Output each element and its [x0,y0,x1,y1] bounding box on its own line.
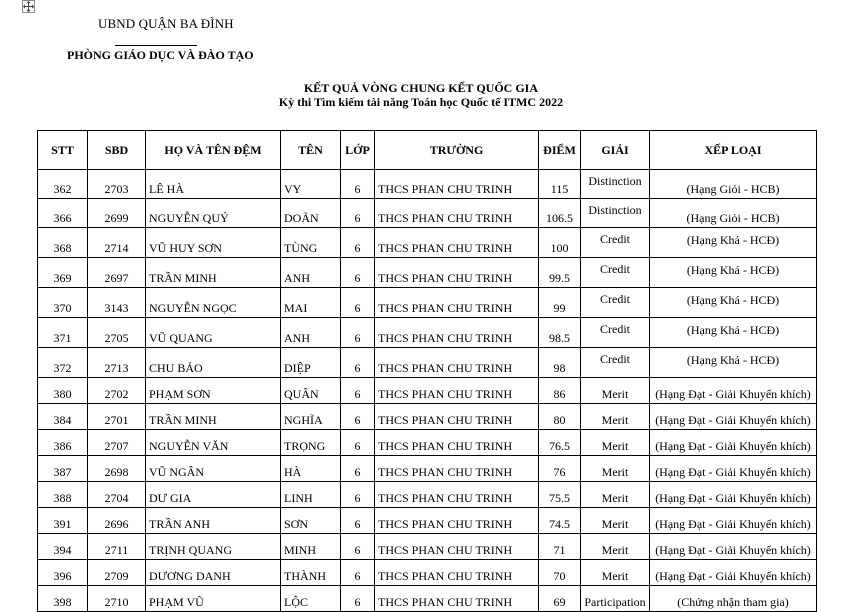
score-cell: 80 [539,404,581,430]
stt-cell: 370 [38,288,88,318]
school-cell: THCS PHAN CHU TRINH [375,430,539,456]
award-cell: Distinction [581,170,650,199]
table-header-row [38,131,817,170]
stt-cell: 398 [38,586,88,612]
grade-cell: 6 [341,508,375,534]
school-cell: THCS PHAN CHU TRINH [375,404,539,430]
school-cell: THCS PHAN CHU TRINH [375,199,539,228]
first-name-cell: MINH [281,534,341,560]
award-cell: Credit [581,318,650,348]
first-name-cell: LINH [281,482,341,508]
stt-cell: 386 [38,430,88,456]
sbd-cell: 2704 [88,482,146,508]
results-table [37,130,817,612]
middle-name-cell: NGUYỄN NGỌC [146,288,281,318]
grade-cell: 6 [341,199,375,228]
middle-name-cell: VŨ QUANG [146,318,281,348]
rank-cell: (Hạng Giỏi - HCB) [650,170,817,199]
award-cell: Merit [581,560,650,586]
school-cell: THCS PHAN CHU TRINH [375,508,539,534]
grade-cell: 6 [341,534,375,560]
middle-name-cell: TRẦN MINH [146,258,281,288]
first-name-cell: ANH [281,258,341,288]
rank-cell: (Hạng Đạt - Giải Khuyến khích) [650,456,817,482]
table-row [38,430,817,456]
rank-cell: (Hạng Đạt - Giải Khuyến khích) [650,378,817,404]
award-cell: Participation [581,586,650,612]
stt-cell: 369 [38,258,88,288]
first-name-cell: THÀNH [281,560,341,586]
middle-name-cell: DƯƠNG DANH [146,560,281,586]
grade-cell: 6 [341,288,375,318]
award-cell: Merit [581,482,650,508]
grade-cell: 6 [341,228,375,258]
score-cell: 74.5 [539,508,581,534]
award-cell: Credit [581,258,650,288]
rank-cell: (Hạng Khá - HCĐ) [650,228,817,258]
first-name-cell: TÙNG [281,228,341,258]
grade-cell: 6 [341,170,375,199]
rank-cell: (Chứng nhận tham gia) [650,586,817,612]
column-header-middle-name: HỌ VÀ TÊN ĐỆM [146,131,281,170]
score-cell: 86 [539,378,581,404]
rank-cell: (Hạng Đạt - Giải Khuyến khích) [650,534,817,560]
sbd-cell: 2701 [88,404,146,430]
first-name-cell: VY [281,170,341,199]
grade-cell: 6 [341,258,375,288]
school-cell: THCS PHAN CHU TRINH [375,534,539,560]
stt-cell: 384 [38,404,88,430]
award-cell: Merit [581,404,650,430]
score-cell: 99 [539,288,581,318]
middle-name-cell: PHẠM SƠN [146,378,281,404]
table-row [38,404,817,430]
table-row [38,258,817,288]
grade-cell: 6 [341,430,375,456]
stt-cell: 380 [38,378,88,404]
middle-name-cell: PHẠM VŨ [146,586,281,612]
stt-cell: 396 [38,560,88,586]
grade-cell: 6 [341,318,375,348]
table-row [38,378,817,404]
stt-cell: 388 [38,482,88,508]
score-cell: 75.5 [539,482,581,508]
rank-cell: (Hạng Đạt - Giải Khuyến khích) [650,508,817,534]
middle-name-cell: VŨ NGÂN [146,456,281,482]
stt-cell: 372 [38,348,88,378]
school-cell: THCS PHAN CHU TRINH [375,288,539,318]
score-cell: 98.5 [539,318,581,348]
table-move-handle-icon[interactable] [22,0,35,13]
school-cell: THCS PHAN CHU TRINH [375,560,539,586]
rank-cell: (Hạng Khá - HCĐ) [650,348,817,378]
rank-cell: (Hạng Đạt - Giải Khuyến khích) [650,404,817,430]
award-cell: Credit [581,288,650,318]
school-cell: THCS PHAN CHU TRINH [375,586,539,612]
sbd-cell: 3143 [88,288,146,318]
table-row [38,560,817,586]
score-cell: 76 [539,456,581,482]
school-cell: THCS PHAN CHU TRINH [375,258,539,288]
table-row [38,508,817,534]
table-row [38,348,817,378]
sbd-cell: 2702 [88,378,146,404]
stt-cell: 368 [38,228,88,258]
document-title: KẾT QUẢ VÒNG CHUNG KẾT QUỐC GIA [303,81,539,95]
school-cell: THCS PHAN CHU TRINH [375,378,539,404]
rank-cell: (Hạng Đạt - Giải Khuyến khích) [650,482,817,508]
stt-cell: 362 [38,170,88,199]
score-cell: 100 [539,228,581,258]
organization-name: UBND QUẬN BA ĐÌNH [98,16,234,31]
rank-cell: (Hạng Khá - HCĐ) [650,318,817,348]
sbd-cell: 2696 [88,508,146,534]
sbd-cell: 2709 [88,560,146,586]
middle-name-cell: TRỊNH QUANG [146,534,281,560]
table-row [38,534,817,560]
school-cell: THCS PHAN CHU TRINH [375,348,539,378]
grade-cell: 6 [341,348,375,378]
first-name-cell: HÀ [281,456,341,482]
first-name-cell: QUÂN [281,378,341,404]
first-name-cell: TRỌNG [281,430,341,456]
award-cell: Merit [581,378,650,404]
grade-cell: 6 [341,404,375,430]
sbd-cell: 2710 [88,586,146,612]
column-header-school: TRƯỜNG [375,131,539,170]
first-name-cell: DOÃN [281,199,341,228]
first-name-cell: DIỆP [281,348,341,378]
rank-cell: (Hạng Đạt - Giải Khuyến khích) [650,560,817,586]
middle-name-cell: TRẦN ANH [146,508,281,534]
grade-cell: 6 [341,560,375,586]
sbd-cell: 2713 [88,348,146,378]
column-header-rank: XẾP LOẠI [650,131,817,170]
grade-cell: 6 [341,586,375,612]
school-cell: THCS PHAN CHU TRINH [375,456,539,482]
award-cell: Merit [581,430,650,456]
school-cell: THCS PHAN CHU TRINH [375,318,539,348]
school-cell: THCS PHAN CHU TRINH [375,482,539,508]
column-header-score: ĐIỂM [539,131,581,170]
column-header-stt: STT [38,131,88,170]
grade-cell: 6 [341,378,375,404]
four-arrows-icon [23,1,34,12]
first-name-cell: SƠN [281,508,341,534]
table-row [38,228,817,258]
award-cell: Credit [581,228,650,258]
table-row [38,456,817,482]
score-cell: 69 [539,586,581,612]
rank-cell: (Hạng Đạt - Giải Khuyến khích) [650,430,817,456]
rank-cell: (Hạng Giỏi - HCB) [650,199,817,228]
middle-name-cell: CHU BẢO [146,348,281,378]
middle-name-cell: LÊ HÀ [146,170,281,199]
school-cell: THCS PHAN CHU TRINH [375,228,539,258]
grade-cell: 6 [341,456,375,482]
school-cell: THCS PHAN CHU TRINH [375,170,539,199]
middle-name-cell: NGUYỄN VĂN [146,430,281,456]
sbd-cell: 2699 [88,199,146,228]
column-header-grade: LỚP [341,131,375,170]
stt-cell: 371 [38,318,88,348]
score-cell: 76.5 [539,430,581,456]
first-name-cell: ANH [281,318,341,348]
department-underline [115,45,197,46]
sbd-cell: 2697 [88,258,146,288]
score-cell: 98 [539,348,581,378]
document-subtitle: Kỳ thi Tìm kiếm tài năng Toán học Quốc tế ITMC 2022 [278,95,564,109]
first-name-cell: LỘC [281,586,341,612]
table-row [38,170,817,199]
score-cell: 99.5 [539,258,581,288]
sbd-cell: 2711 [88,534,146,560]
table-row [38,482,817,508]
first-name-cell: NGHĨA [281,404,341,430]
award-cell: Credit [581,348,650,378]
score-cell: 70 [539,560,581,586]
sbd-cell: 2714 [88,228,146,258]
award-cell: Merit [581,456,650,482]
award-cell: Merit [581,534,650,560]
table-row [38,318,817,348]
table-row [38,199,817,228]
stt-cell: 394 [38,534,88,560]
grade-cell: 6 [341,482,375,508]
middle-name-cell: NGUYỄN QUÝ [146,199,281,228]
score-cell: 71 [539,534,581,560]
sbd-cell: 2705 [88,318,146,348]
department-name: PHÒNG GIÁO DỤC VÀ ĐÀO TẠO [67,48,254,62]
middle-name-cell: TRẦN MINH [146,404,281,430]
score-cell: 106.5 [539,199,581,228]
sbd-cell: 2703 [88,170,146,199]
table-body [38,170,817,612]
column-header-award: GIẢI [581,131,650,170]
rank-cell: (Hạng Khá - HCĐ) [650,288,817,318]
stt-cell: 391 [38,508,88,534]
award-cell: Distinction [581,199,650,228]
stt-cell: 366 [38,199,88,228]
stt-cell: 387 [38,456,88,482]
rank-cell: (Hạng Khá - HCĐ) [650,258,817,288]
award-cell: Merit [581,508,650,534]
column-header-sbd: SBD [88,131,146,170]
first-name-cell: MAI [281,288,341,318]
sbd-cell: 2698 [88,456,146,482]
column-header-first-name: TÊN [281,131,341,170]
middle-name-cell: VŨ HUY SƠN [146,228,281,258]
sbd-cell: 2707 [88,430,146,456]
table-row [38,586,817,612]
middle-name-cell: DƯ GIA [146,482,281,508]
table-row [38,288,817,318]
score-cell: 115 [539,170,581,199]
